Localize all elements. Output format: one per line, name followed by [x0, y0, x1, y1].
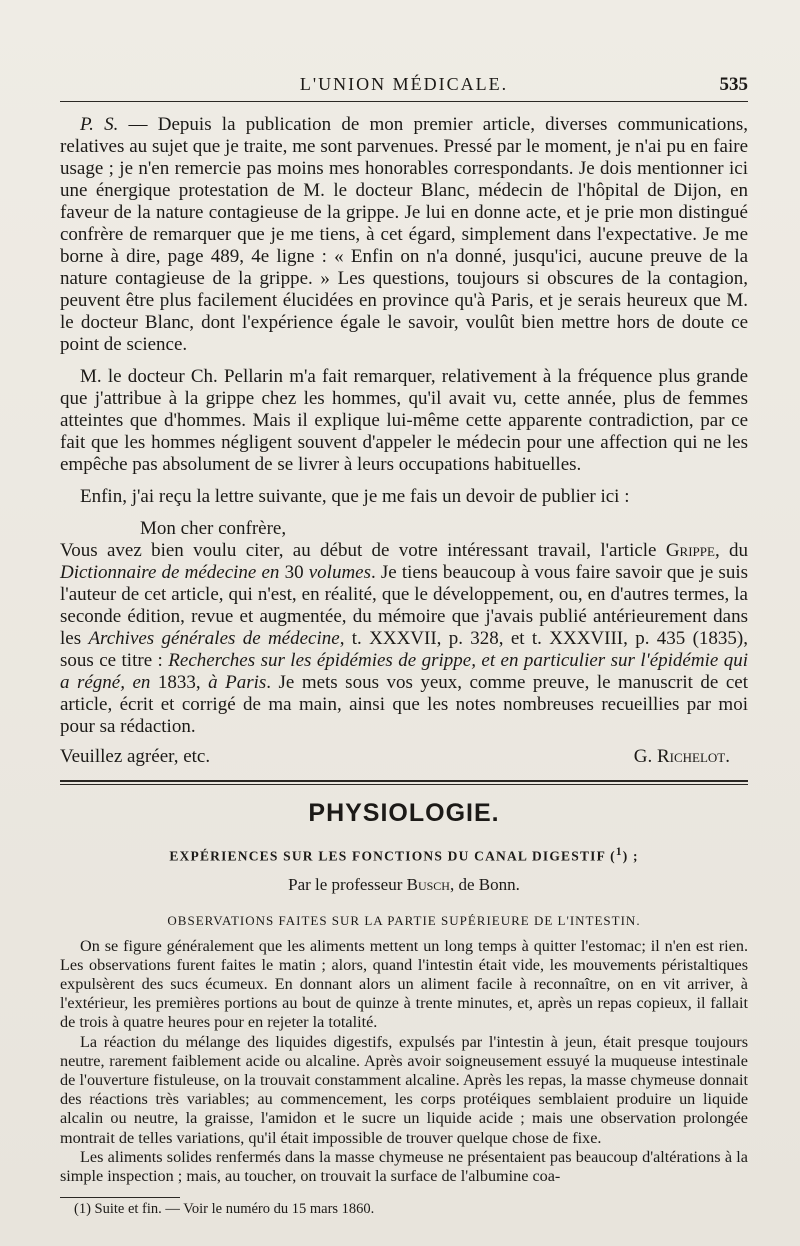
footnote: (1) Suite et fin. — Voir le numéro du 15 mars 1860. [74, 1201, 375, 1217]
header-rule [60, 101, 748, 102]
letter-body: Vous avez bien voulu citer, au début de votre intéressant travail, l'article Grippe, du Dictionnaire de médecine en 30 volumes. Je tiens beaucoup à vous faire savoir que je suis l'auteur de cet article, qui n'est, en réalité, que le développement, ou, en d'autres termes, la seconde édition, revue et augmentée, du mémoire que j'avais publié antérieurement dans les Archives générales de médecine, t. XXXVII, p. 328, et t. XXXVIII, p. 435 (1835), sous ce titre : Recherches sur les épidémies de grippe, et en particulier sur l'épidémie qui a régné, en 1833, à Paris. Je mets sous vos yeux, comme preuve, le manuscrit de cet article, écrit et corrigé de ma main, ainsi que les notes nombreuses recueillies par moi pour sa rédaction. [60, 540, 749, 737]
running-head [60, 74, 748, 98]
physio-paragraph-2: La réaction du mélange des liquides digestifs, expulsés par l'intestin à jeun, était presque toujours neutre, rarement faiblement acide ou alcaline. Après avoir soigneusement essuyé la muqueuse intestinale de l'ouverture fistuleuse, on la trouvait constamment alcaline. Après les repas, la masse chymeuse donnait des réactions très variables; au commencement, les corps protéiques semblaient produire un liquide alcalin ou neutre, la graisse, l'amidon et le sucre un liquide acide ; mais une observation prolongée montrait de telles variations, qu'il était impossible de trouver quelque chose de fixe. [60, 1032, 748, 1147]
section-title: PHYSIOLOGIE. [308, 799, 500, 827]
article-byline: Par le professeur Busch, de Bonn. [288, 874, 520, 894]
letter-section [60, 114, 748, 768]
section-divider [60, 780, 748, 785]
footnote-rule [60, 1197, 180, 1198]
enfin-paragraph: Enfin, j'ai reçu la lettre suivante, que je me fais un devoir de publier ici : [80, 486, 630, 507]
page-number: 535 [719, 74, 748, 95]
physio-paragraph-1: On se figure généralement que les aliments mettent un long temps à quitter l'estomac; il n'en est rien. Les observations furent faites le matin ; alors, quand l'intestin était vide, les mouvements péristaltiques expulsèrent des sucs écumeux. En donnant alors un aliment facile à reconnaître, on en vit arriver, à l'extérieur, les premières portions au bout de quinze à trente minutes, et, après un repas copieux, il fallait de trois à quatre heures pour en rejeter la totalité. [60, 936, 748, 1032]
pellarin-paragraph: M. le docteur Ch. Pellarin m'a fait remarquer, relativement à la fréquence plus grande que j'attribue à la grippe chez les hommes, qu'il avait vu, cette année, plus de femmes atteintes que d'hommes. Mais il explique lui-même cette apparente contradiction, par ce fait que les hommes négligent souvent d'appeler le médecin pour une affection qui ne les empêche pas absolument de se livrer à leurs occupations habituelles. [60, 366, 748, 475]
physiology-section [60, 937, 748, 1187]
postscript-paragraph [60, 114, 748, 356]
article-title: EXPÉRIENCES SUR LES FONCTIONS DU CANAL DIGESTIF ($^1$) ; [169, 846, 639, 864]
letter-salutation: Mon cher confrère, [140, 518, 287, 539]
letter-signoff [60, 746, 748, 768]
postscript-text: — Depuis la publication de mon premier article, diverses communications, relatives au sujet que je traite, me sont parvenues. Pressé par le moment, je n'ai pu en faire usage ; je n'en remercie pas moins mes honorables correspondants. Je dois mentionner ici une énergique protestation de M. le docteur Blanc, médecin de l'hôpital de Dijon, en faveur de la nature contagieuse de la grippe. Je lui en donne acte, et je prie mon distingué confrère de remarquer que je me tiens, à cet égard, simplement dans l'expectative. Je me borne à dire, page 489, 4e ligne : « Enfin on n'a donné, jusqu'ici, aucune preuve de la nature contagieuse de la grippe. » Les questions, toujours si obscures de la contagion, peuvent être plus facilement élucidées en province qu'à Paris, et je serais heureux que M. le docteur Blanc, dont l'expérience égale le savoir, voulût bien mettre hors de doute ce point de science. [60, 114, 748, 355]
letter-signature: G. Richelot. [633, 746, 730, 767]
postscript-label: P. S. [80, 114, 119, 135]
footnote-ref: 1 [615, 846, 623, 858]
physio-paragraph-3: Les aliments solides renfermés dans la masse chymeuse ne présentaient pas beaucoup d'altérations à la simple inspection ; mais, au toucher, on trouvait la surface de l'albumine coa- [60, 1147, 748, 1185]
letter-closing: Veuillez agréer, etc. [60, 746, 211, 767]
article-subheading: OBSERVATIONS FAITES SUR LA PARTIE SUPÉRIEURE DE L'INTESTIN. [167, 912, 641, 928]
running-title: L'UNION MÉDICALE. [299, 74, 509, 94]
page-body [60, 114, 748, 1186]
